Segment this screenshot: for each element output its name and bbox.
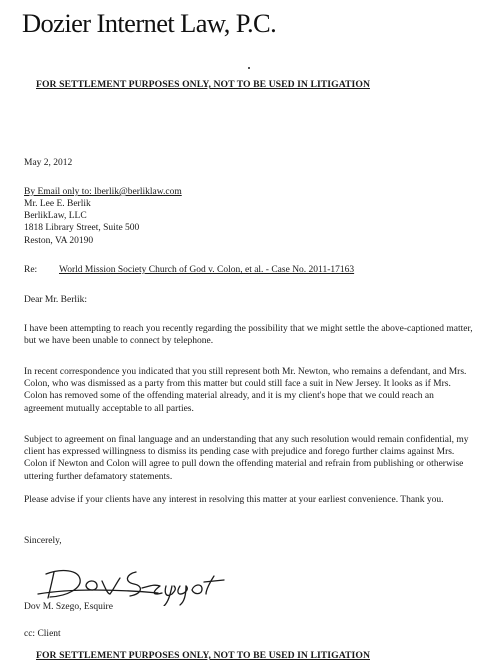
recipient-street: 1818 Library Street, Suite 500 [24,223,140,233]
recipient-city: Reston, VA 20190 [24,236,94,246]
body-paragraph: I have been attempting to reach you recently regarding the possibility that we might settle the above-captioned matter, but we have been unable to connect by telephone. [24,324,473,347]
cc-line: cc: Client [24,629,61,639]
body-paragraph: Subject to agreement on final language and an understanding that any such resolution would remain confidential, my client has expressed willingness to dismiss its pending case with prejudice and forego further claims against Mrs. Colon if Newton and Colon will agree to pull down the offending material and refrain from publishing or otherwise uttering further defamatory statements. [24,435,469,482]
settlement-banner-top: FOR SETTLEMENT PURPOSES ONLY, NOT TO BE USED IN LITIGATION [36,79,370,90]
handwritten-signature [36,560,246,606]
letterhead-dot [248,67,250,69]
settlement-banner-bottom: FOR SETTLEMENT PURPOSES ONLY, NOT TO BE USED IN LITIGATION [36,650,370,661]
delivery-method: By Email only to: lberlik@berliklaw.com [24,187,182,197]
signer-name: Dov M. Szego, Esquire [24,602,113,612]
recipient-firm: BerlikLaw, LLC [24,211,87,221]
body-paragraph: In recent correspondence you indicated that you still represent both Mr. Newton, who remains a defendant, and Mrs. Colon, who was dismissed as a party from this matter but could still face a suit in New Jersey. It looks as if Mrs. Colon has removed some of the offending material already, and it is my client's hope that we could reach an agreement mutually acceptable to all parties. [24,367,467,414]
salutation: Dear Mr. Berlik: [24,295,88,305]
re-label: Re: [24,265,38,275]
letter-date: May 2, 2012 [24,158,73,168]
recipient-name: Mr. Lee E. Berlik [24,199,91,209]
closing: Sincerely, [24,536,62,546]
letterhead-firm-name: Dozier Internet Law, P.C. [22,8,277,38]
body-paragraph: Please advise if your clients have any interest in resolving this matter at your earliest convenience. Thank you. [24,495,444,505]
re-subject: World Mission Society Church of God v. Colon, et al. - Case No. 2011-17163 [59,265,355,275]
